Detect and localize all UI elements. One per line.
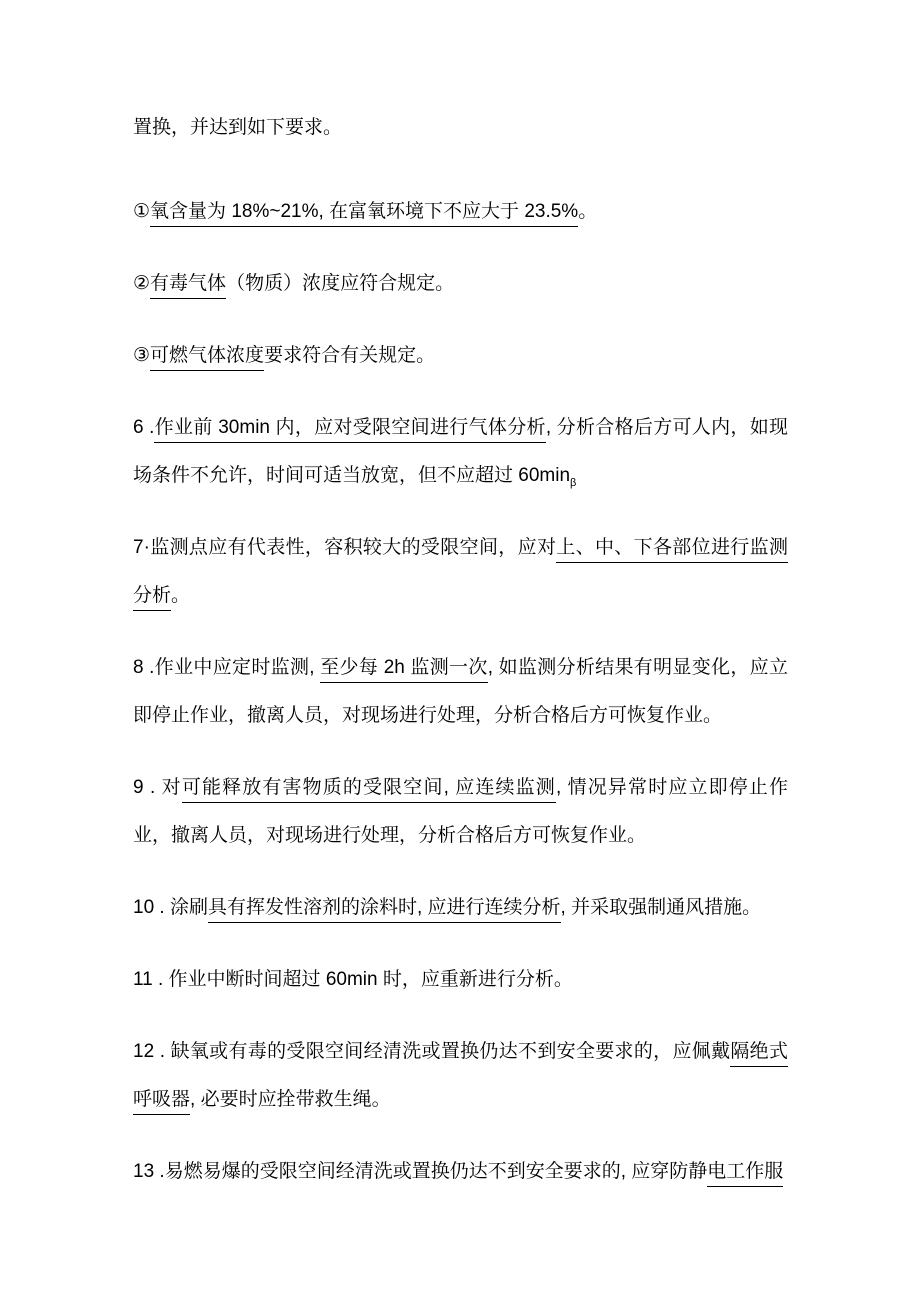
paragraph [133, 884, 788, 932]
text-run: , 如监测分析结果有明显变化，应立即停止作业，撤离人员，对现场进行处理，分析合格后方可恢复作业。 [133, 657, 788, 726]
text-run: 8 .作业中应定时监测, [133, 657, 321, 678]
underlined-text-run: 可燃气体浓度 [150, 345, 264, 371]
paragraph [133, 524, 788, 620]
text-run: 12 . 缺氧或有毒的受限空间经清洗或置换仍达不到安全要求的，应佩戴 [133, 1041, 731, 1062]
paragraph [133, 404, 788, 500]
underlined-text-run: 有毒气体 [150, 273, 226, 299]
paragraph [133, 644, 788, 740]
text-run: ① [133, 201, 151, 222]
text-run: 13 .易燃易爆的受限空间经清洗或置换仍达不到安全要求的, 应穿防静 [133, 1161, 708, 1182]
text-run: , 并采取强制通风措施。 [560, 897, 762, 918]
text-run: , 情况异常时应立即停止作业，撤离人员，对现场进行处理，分析合格后方可恢复作业。 [133, 777, 789, 846]
paragraph [133, 956, 788, 1004]
underlined-text-run: 至少每 2h 监测一次 [320, 657, 488, 683]
paragraph [133, 764, 788, 860]
document-body [133, 104, 788, 1196]
underlined-text-run: 氧含量为 18%~21%, 在富氧环境下不应大于 23.5% [150, 201, 578, 227]
text-run: 9 . 对 [133, 777, 182, 798]
text-run: 11 . 作业中断时间超过 60min 时，应重新进行分析。 [133, 969, 573, 990]
text-run: 要求符合有关规定。 [264, 345, 436, 366]
text-run: 。 [578, 201, 598, 222]
text-run: 置换，并达到如下要求。 [133, 117, 343, 138]
paragraph [133, 1028, 788, 1124]
text-run: ③ [133, 345, 151, 366]
text-run: β [570, 476, 577, 489]
underlined-text-run: 可能释放有害物质的受限空间, 应连续监测 [182, 777, 556, 803]
underlined-text-run: 作业前 30min 内，应对受限空间进行气体分析 [154, 417, 545, 443]
paragraph [133, 188, 788, 236]
underlined-text-run: 电工作服 [707, 1161, 783, 1187]
text-run: ② [133, 273, 151, 294]
text-run: 6 . [133, 417, 155, 438]
paragraph [133, 104, 788, 152]
paragraph [133, 260, 788, 308]
text-run: , 分析合格后方可人内，如现场条件不允许，时间可适当放宽，但不应超过 60min [133, 417, 789, 486]
paragraph [133, 1148, 788, 1196]
text-run: 。 [171, 585, 191, 606]
paragraph [133, 332, 788, 380]
text-run: , 必要时应拴带救生绳。 [190, 1089, 391, 1110]
underlined-text-run: 具有挥发性溶剂的涂料时, 应进行连续分析 [208, 897, 561, 923]
underlined-text-run: 上、中、下各部位进行监测分析 [133, 537, 788, 611]
text-run: （物质）浓度应符合规定。 [226, 273, 455, 294]
text-run: 10 . 涂刷 [133, 897, 208, 918]
underlined-text-run: 隔绝式呼吸器 [133, 1041, 788, 1115]
text-run: 7·监测点应有代表性，容积较大的受限空间，应对 [133, 537, 557, 558]
